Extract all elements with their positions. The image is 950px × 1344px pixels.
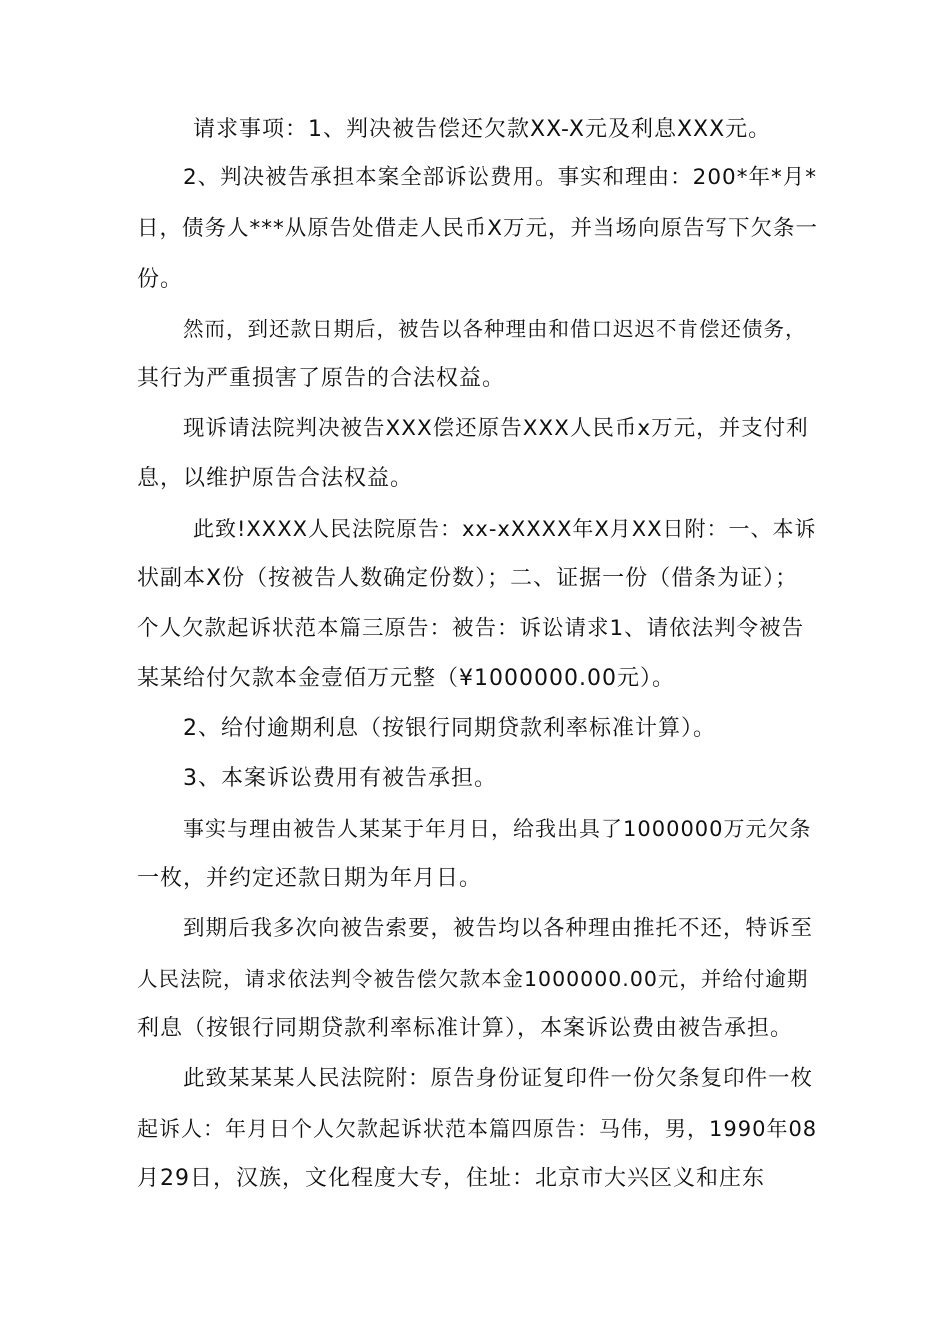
text-line-9: 此致!XXXX人民法院原告：xx-xXXXX年X月XX日附：一、本诉 [193, 517, 817, 541]
text-line-12: 某某给付欠款本金壹佰万元整（¥1000000.00元）。 [137, 666, 675, 691]
text-line-4: 份。 [137, 267, 184, 292]
text-line-11: 个人欠款起诉状范本篇三原告：被告：诉讼请求1、请依法判令被告 [137, 616, 805, 641]
text-line-10: 状副本X份（按被告人数确定份数）；二、证据一份（借条为证）； [137, 566, 799, 591]
text-line-17: 到期后我多次向被告索要，被告均以各种理由推托不还，特诉至 [183, 916, 814, 941]
text-line-3: 日，债务人***从原告处借走人民币X万元，并当场向原告写下欠条一 [137, 216, 818, 241]
text-line-16: 一枚，并约定还款日期为年月日。 [137, 866, 483, 891]
text-line-18: 人民法院，请求依法判令被告偿欠款本金1000000.00元，并给付逾期 [137, 967, 809, 991]
text-line-1: 请求事项：1、判决被告偿还欠款XX-X元及利息XXX元。 [193, 117, 772, 142]
text-line-22: 月29日，汉族，文化程度大专，住址：北京市大兴区义和庄东 [137, 1166, 765, 1191]
text-line-14: 3、本案诉讼费用有被告承担。 [183, 766, 497, 791]
text-line-20: 此致某某某人民法院附：原告身份证复印件一份欠条复印件一枚 [183, 1066, 814, 1091]
text-line-13: 2、给付逾期利息（按银行同期贷款利率标准计算）。 [183, 716, 716, 741]
text-line-5: 然而，到还款日期后，被告以各种理由和借口迟迟不肯偿还债务， [183, 317, 807, 341]
text-line-19: 利息（按银行同期贷款利率标准计算），本案诉讼费由被告承担。 [137, 1016, 794, 1041]
text-line-21: 起诉人：年月日个人欠款起诉状范本篇四原告：马伟，男，1990年08 [137, 1117, 818, 1141]
text-line-7: 现诉请法院判决被告XXX偿还原告XXX人民币x万元，并支付利 [183, 416, 809, 441]
text-line-2: 2、判决被告承担本案全部诉讼费用。事实和理由：200*年*月* [183, 165, 817, 190]
text-line-15: 事实与理由被告人某某于年月日，给我出具了1000000万元欠条 [183, 817, 812, 841]
text-line-8: 息，以维护原告合法权益。 [137, 466, 414, 491]
text-line-6: 其行为严重损害了原告的合法权益。 [137, 366, 506, 391]
